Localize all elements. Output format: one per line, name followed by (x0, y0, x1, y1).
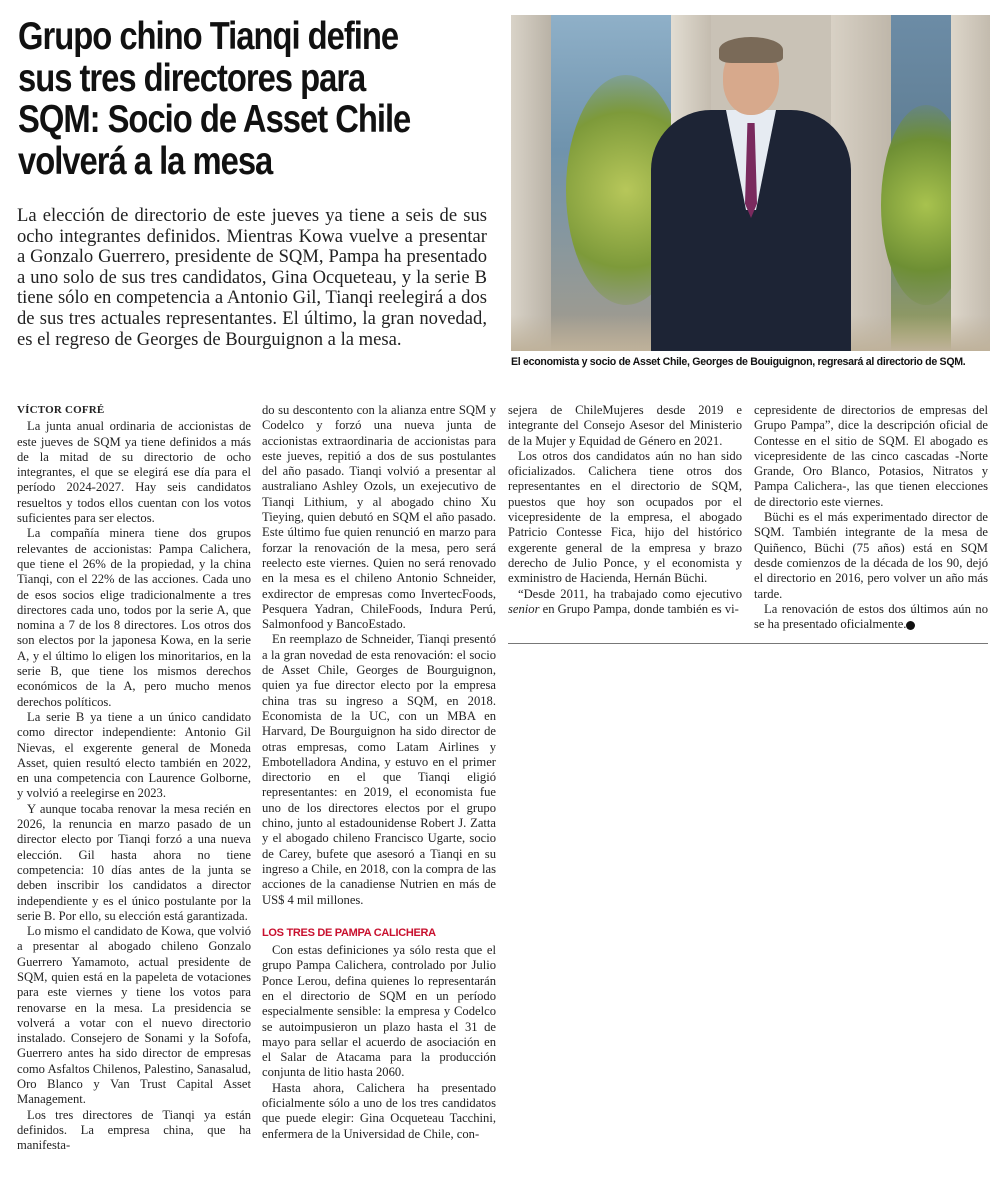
byline: VÍCTOR COFRÉ (17, 404, 105, 416)
quote-italic: senior (508, 601, 540, 616)
paragraph: La serie B ya tiene a un único candidato como director independiente: Antonio Gil Nievas, el exgerente general de Moneda Asset, quien resultó electo también en 2022, en una competencia con Laurence Golborne, y volvió a reelegirse en 2023. (17, 709, 251, 801)
quote-paragraph (508, 587, 742, 618)
paragraph (754, 602, 988, 633)
article-column-1 (17, 403, 251, 1154)
paragraph: Los otros dos candidatos aún no han sido oficializados. Calichera tiene otros dos representantes en el directorio de SQM, puestos que hoy son ocupados por el vicepresidente de la empresa, el abogado Patricio Contesse Fica, hijo del histórico exgerente general de la empresa y brazo derecho de Julio Ponce, y el economista y exministro de Hacienda, Hernán Büchi. (508, 448, 742, 586)
paragraph: Lo mismo el candidato de Kowa, que volvió a presentar al abogado chileno Gonzalo Guerrero Yamamoto, actual presidente de SQM, quien está en la papeleta de votaciones para este viernes y tiene los votos para renovarse en la mesa. La presidencia se volverá a votar con el nuevo directorio instalado. Consejero de Sonami y la Sofofa, Guerrero antes ha sido director de empresas como Asfaltos Chilenos, Palestino, Sanasalud, Oro Blanco y Van Trust Capital Asset Management. (17, 924, 251, 1107)
paragraph: cepresidente de directorios de empresas del Grupo Pampa”, dice la descripción oficial de Contesse en el sitio de SQM. El abogado es vicepresidente de las cinco cascadas -Norte Grande, Oro Blanco, Potasios, Nitratos y Pampa Calichera-, las que tienen elecciones de directorio este viernes. (754, 403, 988, 509)
paragraph: La compañía minera tiene dos grupos relevantes de accionistas: Pampa Calichera, que tiene el 26% de la propiedad, y la china Tianqi, con el 22% de las acciones. Cada uno de esos socios elige tradicionalmente a tres directores cada uno, todos por la serie A, que nomina a 7 de los 8 directores. Los otros dos son electos por la japonesa Kowa, en la serie A, y el último lo eligen los minoritarios, en la serie B, que tiene los mismos derechos económicos de la A, pero mucho menos derechos políticos. (17, 526, 251, 709)
article-column-2 (262, 403, 496, 1142)
article-column-4 (754, 403, 988, 632)
article-photo (511, 15, 990, 351)
headline-line: SQM: Socio de Asset Chile (18, 98, 411, 141)
headline (18, 16, 578, 182)
paragraph: La junta anual ordinaria de accionistas de este jueves de SQM ya tiene definidos a más de la mitad de su directorio de ocho integrantes, el que se elegirá ese día para el período 2024-2027. Hay seis candidatos resueltos y todos ellos cuentan con los votos suficientes para ser electos. (17, 419, 251, 526)
divider (508, 643, 988, 644)
article-column-3 (508, 403, 742, 617)
headline-line: sus tres directores para (18, 56, 366, 100)
paragraph: sejera de ChileMujeres desde 2019 e integrante del Consejo Asesor del Ministerio de la Mujer y Equidad de Género en 2021. (508, 403, 742, 448)
paragraph: Con estas definiciones ya sólo resta que el grupo Pampa Calichera, controlado por Julio Ponce Lerou, defina quienes lo representarán en el directorio de SQM en un período especialmente sensible: la empresa y Codelco se autoimpusieron un plazo hasta el 31 de mayo para sellar el acuerdo de asociación en el Salar de Atacama para la producción conjunta de litio hasta 2060. (262, 943, 496, 1080)
paragraph: En reemplazo de Schneider, Tianqi presentó a la gran novedad de esta renovación: el socio de Asset Chile, Georges de Bourguignon, quien ya fue director electo por la empresa china tras su ingreso a SQM, en 2018. Economista de la UC, con un MBA en Harvard, De Bourguignon ha sido director de otras empresas, como Latam Airlines y Embotelladora Andina, y estuvo en el primer directorio en el que Tianqi eligió representantes: en 2019, el economista fue uno de los directores electos por el grupo chino, junto al estadounidense Robert J. Zatta y el abogado chileno Francisco Ugarte, socio de Carey, bufete que asesoró a Tianqi en su ingreso a Chile, en 2018, con la compra de las acciones de la canadiense Nutrien en más de US$ 4 mil millones. (262, 632, 496, 907)
headline-line: Grupo chino Tianqi define (18, 15, 399, 58)
paragraph: Hasta ahora, Calichera ha presentado oficialmente sólo a uno de los tres candidatos que puede elegir: Gina Ocqueteau Tacchini, enfermera de la Universidad de Chile, con- (262, 1080, 496, 1141)
photo-caption: El economista y socio de Asset Chile, Georges de Bouiguignon, regresará al directorio de SQM. (511, 356, 966, 368)
quote-text: en Grupo Pampa, donde también es vi- (539, 601, 739, 616)
headline-line: volverá a la mesa (18, 139, 273, 183)
paragraph-text: La renovación de estos dos últimos aún no se ha presentado oficialmente. (754, 601, 988, 632)
paragraph: Los tres directores de Tianqi ya están definidos. La empresa china, que ha manifesta- (17, 1107, 251, 1153)
paragraph: Y aunque tocaba renovar la mesa recién en 2026, la renuncia en marzo pasado de un director electo por Tianqi forzó a una nueva elección. Gil hasta ahora no tiene competencia: 10 días antes de la junta se deben inscribir los candidatos a director independiente y es el único postulante por la serie B. Por ello, su elección está garantizada. (17, 801, 251, 923)
paragraph: do su descontento con la alianza entre SQM y Codelco y forzó una nueva junta de accionistas extraordinaria de accionistas para este jueves, repitió a dos de sus postulantes del año pasado. Tianqi volvió a presentar al australiano Ashley Ozols, un exejecutivo de Tianqi Lithium, y al abogado chino Xu Tieying, quien debutó en SQM el año pasado. Este último fue quien renunció en marzo para forzar la renovación de la mesa, pero será reelecto este viernes. Quien no será renovado en la mesa es el chileno Antonio Schneider, exdirector de empresas como InvertecFoods, Pesquera Yadran, ChileFoods, Indura Perú, Salmonfood y BancoEstado. (262, 403, 496, 632)
lead-paragraph: La elección de directorio de este jueves ya tiene a seis de sus ocho integrantes definidos. Mientras Kowa vuelve a presentar a Gonzalo Guerrero, presidente de SQM, Pampa ha presentado a uno solo de sus tres candidatos, Gina Ocqueteau, y la serie B tiene sólo en competencia a Antonio Gil, Tianqi reelegirá a dos de sus tres actuales representantes. El último, la gran novedad, es el regreso de Georges de Bourguignon a la mesa. (17, 205, 487, 350)
paragraph: Büchi es el más experimentado director de SQM. También integrante de la mesa de Quiñenco, Büchi (75 años) está en SQM desde comienzos de la década de los 90, dejó el directorio en 2016, pero volver un año más tarde. (754, 510, 988, 601)
quote-text: “Desde 2011, ha trabajado como ejecutivo (518, 586, 742, 601)
end-mark-icon: P (906, 621, 915, 630)
section-subhead: LOS TRES DE PAMPA CALICHERA (262, 926, 436, 939)
